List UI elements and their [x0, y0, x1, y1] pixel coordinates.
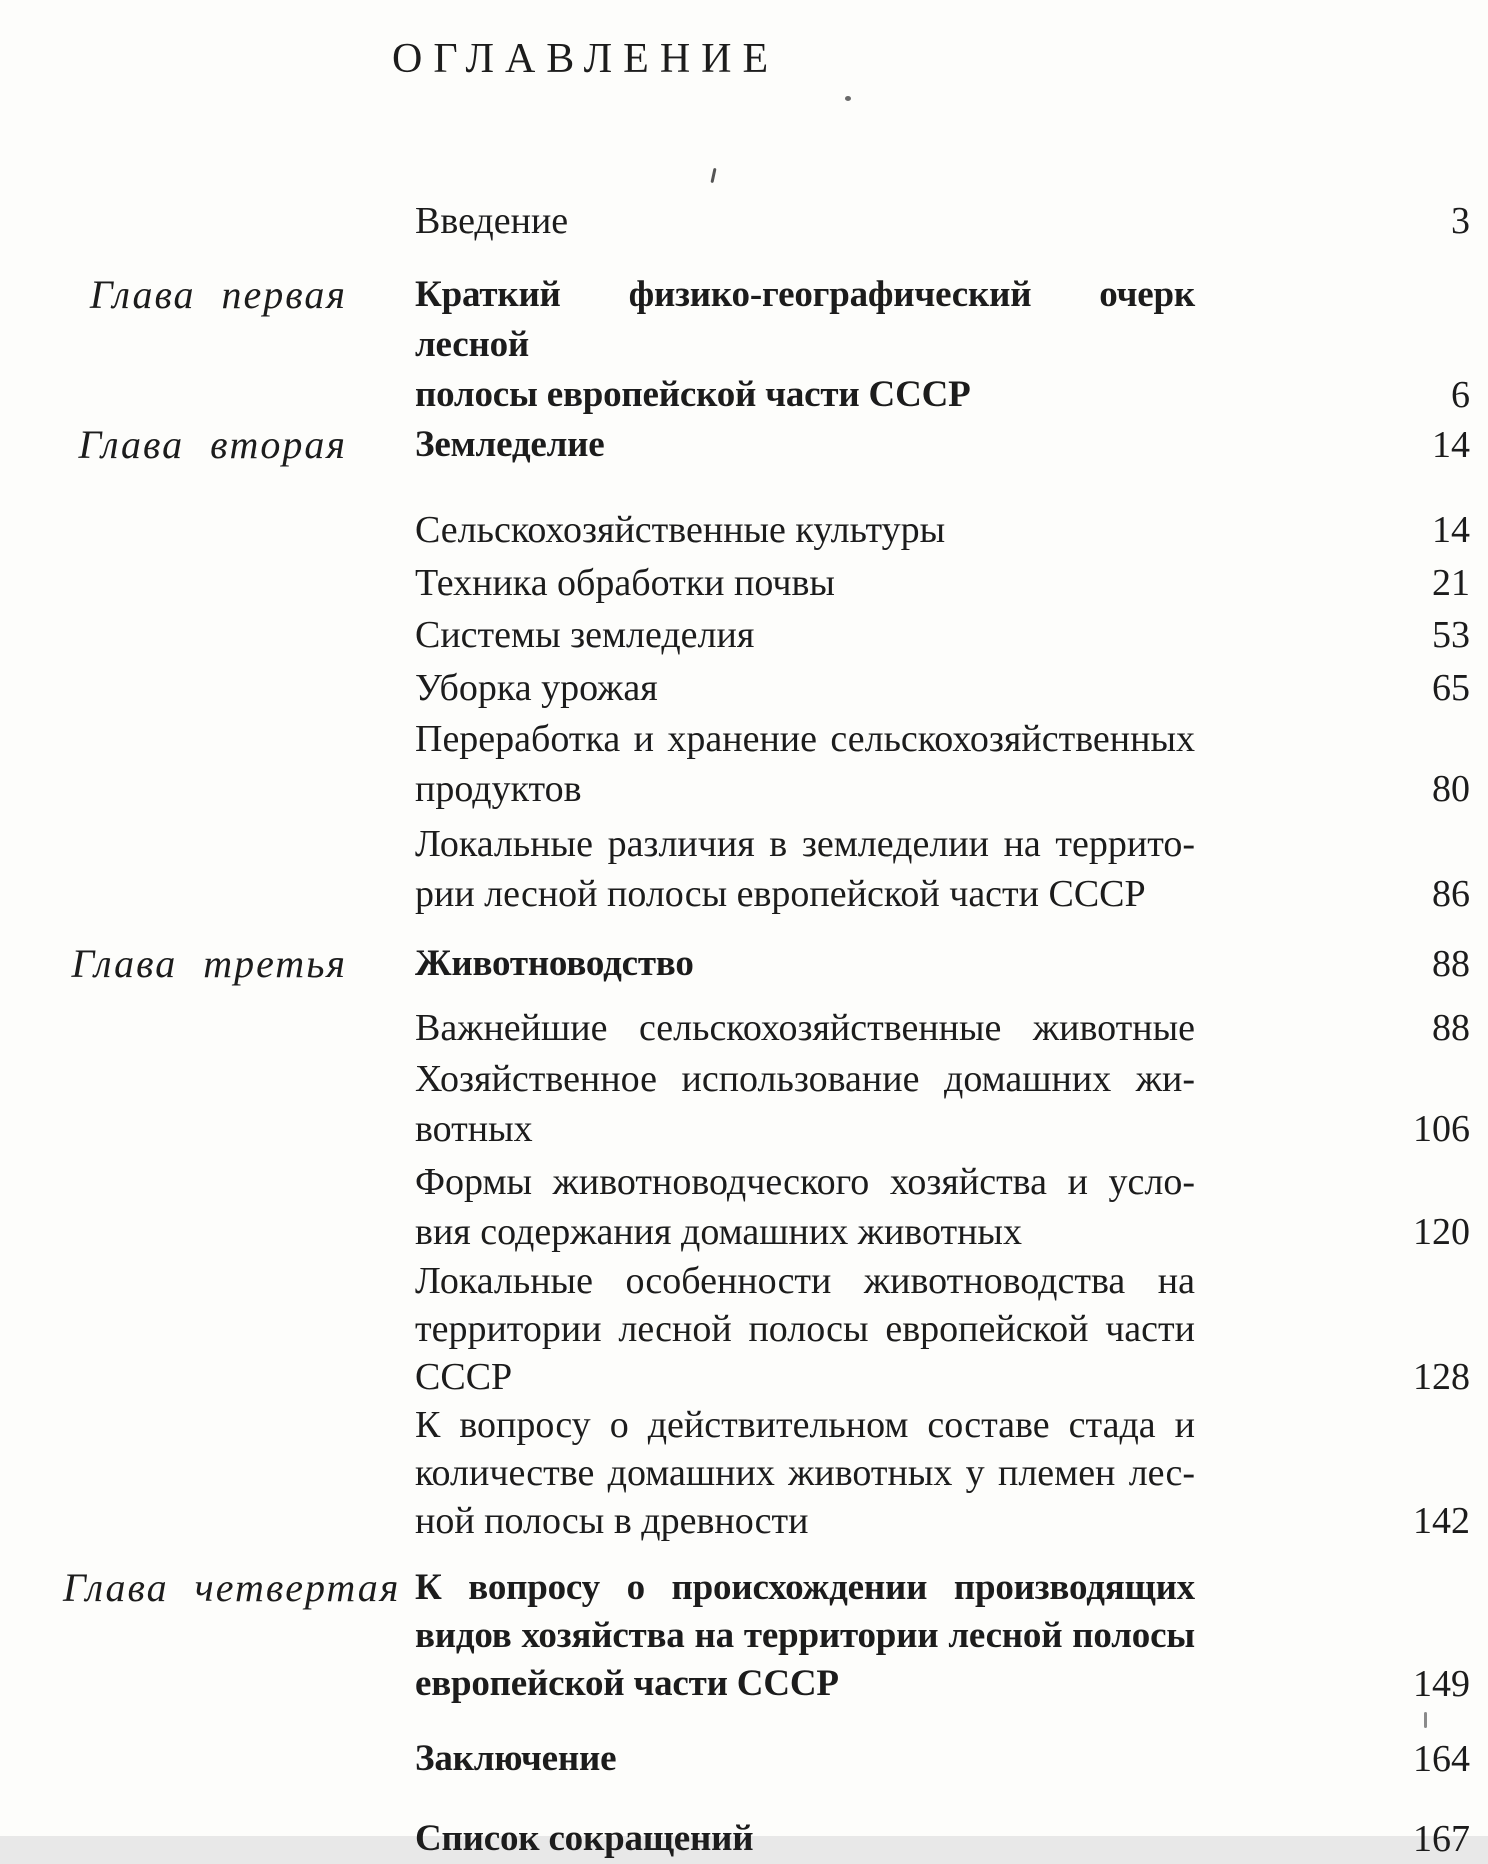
entry-title [415, 1814, 1195, 1864]
page-number: 167 [1413, 1818, 1470, 1860]
scan-speckle [710, 168, 716, 183]
entry-title-line: Животноводство [415, 943, 694, 984]
entry-title-line: Краткий физико-географический очерк лесной [415, 274, 1195, 365]
entry-title-line: Формы животноводческого хозяйства и усло- [415, 1161, 1195, 1203]
entry-title-line: ной полосы в древности [415, 1500, 809, 1542]
entry-title [415, 609, 1195, 661]
entry-title-line: вия содержания домашних животных [415, 1211, 1022, 1253]
chapter-label: Глава вторая [78, 422, 347, 467]
page-number: 88 [1432, 943, 1470, 985]
entry-title [415, 557, 1195, 609]
entry-title-line: продуктов [415, 768, 582, 810]
entry-title-line: Сельскохозяйственные культуры [415, 509, 946, 551]
page-number: 88 [1432, 1007, 1470, 1049]
toc-entry [63, 1564, 1470, 1708]
entry-title [415, 1257, 1195, 1401]
page-number: 14 [1432, 509, 1470, 551]
toc-entry [63, 1401, 1470, 1545]
entry-title-line: Земледелие [415, 424, 605, 465]
entry-title [415, 714, 1195, 814]
toc-entry [63, 1054, 1470, 1154]
page-number: 106 [1413, 1108, 1470, 1150]
toc-entry [63, 1814, 1470, 1864]
page-number: 149 [1413, 1663, 1470, 1705]
entry-title [415, 1401, 1195, 1545]
entry-title [415, 504, 1195, 556]
entry-title-line: Локальные особенности животноводства на [415, 1260, 1195, 1302]
entry-title-line: Введение [415, 200, 569, 242]
toc-entry [63, 714, 1470, 814]
scan-speckle [845, 96, 851, 101]
entry-title-line: европейской части СССР [415, 1663, 839, 1704]
entry-title [415, 1157, 1195, 1257]
entry-title [415, 270, 1195, 420]
entry-title-line: Техника обработки почвы [415, 562, 835, 604]
entry-title-line: Важнейшие сельскохозяйственные животные [415, 1007, 1195, 1049]
toc-entry [63, 1257, 1470, 1401]
toc-entry [63, 557, 1470, 609]
toc-entry [63, 819, 1470, 919]
entry-title-line: полосы европейской части СССР [415, 374, 971, 415]
entry-title-line: К вопросу о действительном составе стада и [415, 1404, 1195, 1446]
entry-title-line: Список сокращений [415, 1818, 754, 1859]
entry-title-line: территории лесной полосы европейской части [415, 1308, 1195, 1350]
page-number: 3 [1451, 200, 1470, 242]
page-number: 86 [1432, 873, 1470, 915]
entry-title [415, 420, 1195, 470]
page-number: 164 [1413, 1738, 1470, 1780]
entry-title-line: Переработка и хранение сельскохозяйственных [415, 718, 1195, 760]
entry-title-line: СССР [415, 1356, 513, 1398]
page-number: 128 [1413, 1356, 1470, 1398]
page-number: 65 [1432, 667, 1470, 709]
entry-title-line: Системы земледелия [415, 614, 755, 656]
entry-title [415, 819, 1195, 919]
entry-title [415, 195, 1195, 247]
entry-title-line: Локальные различия в земледелии на террито- [415, 823, 1195, 865]
toc-entry [63, 420, 1470, 470]
toc-entry [63, 662, 1470, 714]
page-number: 120 [1413, 1211, 1470, 1253]
page-number: 142 [1413, 1500, 1470, 1542]
entry-title-line: Заключение [415, 1738, 617, 1779]
entry-title [415, 1564, 1195, 1708]
entry-title [415, 1002, 1195, 1054]
entry-title [415, 1054, 1195, 1154]
entry-title-line: рии лесной полосы европейской части СССР [415, 873, 1146, 915]
entry-title [415, 939, 1195, 989]
page-number: 53 [1432, 614, 1470, 656]
page-number: 6 [1451, 374, 1470, 416]
table-of-contents [0, 195, 1488, 1864]
entry-title [415, 1734, 1195, 1784]
entry-title-line: К вопросу о происхождении производящих [415, 1567, 1195, 1608]
toc-entry [63, 1734, 1470, 1784]
page-title: ОГЛАВЛЕНИЕ [392, 36, 780, 82]
toc-entry [63, 195, 1470, 247]
page-number: 21 [1432, 562, 1470, 604]
entry-title-line: количестве домашних животных у племен лес- [415, 1452, 1195, 1494]
chapter-label: Глава первая [89, 272, 347, 317]
scan-speckle [1424, 1712, 1427, 1728]
entry-title-line: Хозяйственное использование домашних жи- [415, 1058, 1195, 1100]
toc-entry [63, 270, 1470, 420]
chapter-label: Глава четвертая [63, 1565, 401, 1610]
toc-entry [63, 939, 1470, 989]
toc-entry [63, 504, 1470, 556]
page-number: 80 [1432, 768, 1470, 810]
toc-entry [63, 1002, 1470, 1054]
entry-title-line: вотных [415, 1108, 533, 1150]
toc-entry [63, 1157, 1470, 1257]
entry-title [415, 662, 1195, 714]
chapter-label: Глава третья [71, 941, 347, 986]
entry-title-line: Уборка урожая [415, 667, 658, 709]
page-number: 14 [1432, 424, 1470, 466]
toc-entry [63, 609, 1470, 661]
entry-title-line: видов хозяйства на территории лесной полосы [415, 1615, 1195, 1656]
